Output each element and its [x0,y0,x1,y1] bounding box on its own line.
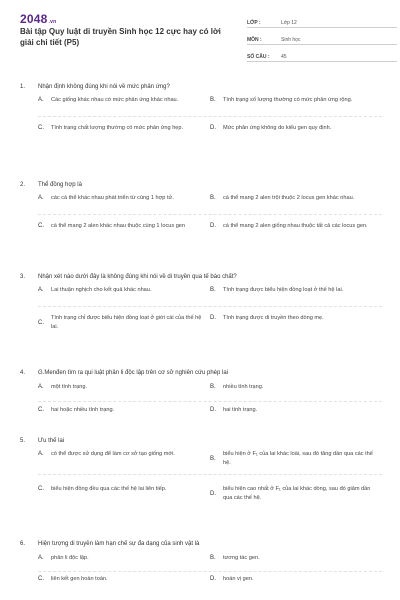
option-letter: A. [38,287,44,294]
option-divider [38,214,382,215]
option-letter: A. [38,451,44,458]
option-text: biểu hiện ở F₁ của lai khác loài, sau đó tăng dần qua các thế hệ. [223,451,373,466]
option-d[interactable] [210,575,382,584]
option-c[interactable] [38,575,210,584]
option-letter: D. [210,576,216,583]
question-number: 5. [20,438,26,444]
option-letter: D. [210,223,216,230]
option-text: phân li độc lập. [51,555,89,561]
meta-row-subject [247,31,397,45]
option-letter: B. [210,555,216,562]
option-letter: C. [38,407,44,414]
option-divider [38,116,382,117]
option-b[interactable] [210,194,382,203]
question-text: G.Menđen tìm ra qui luật phân li độc lập trên cơ sở nghiên cứu phép lai [38,370,228,376]
option-text: Lai thuận nghịch cho kết quả khác nhau. [51,287,152,293]
meta-value: Sinh học [281,37,301,43]
option-text: cá thể mang 2 alen giống nhau thuộc tất cả các locus gen. [223,223,368,229]
option-divider [38,306,382,307]
option-d[interactable] [210,485,382,502]
option-letter: A. [38,97,44,104]
meta-row-class [247,14,397,28]
option-letter: C. [38,223,44,230]
question-stem [20,83,382,91]
logo-tld: .vn [48,19,57,25]
option-letter: B. [210,455,216,462]
question-number: 3. [20,274,26,280]
option-c[interactable] [38,222,210,231]
question-text: Nhận định không đúng khi nói về mức phản ứng? [38,84,170,90]
meta-value: 45 [281,54,287,60]
option-d[interactable] [210,406,382,415]
logo-text: 2048 [20,12,48,26]
option-letter: D. [210,315,216,322]
option-letter: A. [38,384,44,391]
option-text: hai tính trạng. [223,407,258,413]
option-divider [38,474,382,475]
question-stem [20,273,382,281]
option-text: các cá thể khác nhau phát triển từ cùng 1 hợp tử. [51,195,174,201]
option-a[interactable] [38,554,210,563]
question-stem [20,540,382,548]
meta-key: MÔN : [247,37,262,43]
question-5 [20,437,382,501]
document-meta [247,14,397,65]
option-text: một tính trạng. [51,384,88,390]
option-text: cá thể mang 2 alen trội thuộc 2 locus gen khác nhau. [223,195,355,201]
option-letter: C. [38,576,44,583]
option-text: Mức phản ứng không do kiểu gen quy định. [223,125,332,131]
page-header [20,0,382,60]
option-divider [38,571,382,572]
option-a[interactable] [38,96,210,105]
option-letter: A. [38,195,44,202]
question-text: Hiện tượng di truyền làm hạn chế sự đa dạng của sinh vật là [38,541,200,547]
option-text: Tính trạng số lượng thường có mức phản ứng rộng. [223,97,353,103]
question-stem [20,437,382,445]
site-logo[interactable] [20,12,56,26]
question-2 [20,181,382,230]
option-text: liên kết gen hoàn toàn. [51,576,108,582]
option-text: hoán vị gen. [223,576,254,582]
option-b[interactable] [210,554,382,563]
question-number: 4. [20,370,26,376]
option-a[interactable] [38,194,210,203]
option-letter: D. [210,125,216,132]
option-text: Tính trạng được biểu hiện đồng loạt ở thế hệ lai. [223,287,344,293]
option-letter: C. [38,125,44,132]
option-letter: B. [210,287,216,294]
option-c[interactable] [38,124,210,133]
question-text: Ưu thế lai [38,438,65,444]
option-c[interactable] [38,485,210,494]
option-letter: C. [38,319,44,326]
meta-key: SỐ CÂU : [247,54,270,60]
option-text: biểu hiện đồng đều qua các thế hệ lai liên tiếp. [51,486,167,492]
option-text: Tính trạng được di truyền theo dòng mẹ. [223,315,324,321]
meta-key: LỚP : [247,20,261,26]
question-number: 1. [20,84,26,90]
document-title: Bài tập Quy luật di truyền Sinh học 12 cực hay có lời giải chi tiết (P5) [20,27,221,47]
option-divider [38,401,382,402]
option-text: cá thể mang 2 alen khác nhau thuộc cùng 1 locus gen [51,223,186,229]
option-d[interactable] [210,124,382,133]
question-stem [20,369,382,377]
question-number: 2. [20,182,26,188]
option-d[interactable] [210,222,382,231]
option-b[interactable] [210,450,382,467]
meta-value: Lớp 12 [281,20,297,26]
option-b[interactable] [210,286,382,295]
option-letter: B. [210,97,216,104]
option-letter: C. [38,486,44,493]
option-a[interactable] [38,383,210,392]
option-a[interactable] [38,450,210,459]
option-text: tương tác gen. [223,555,260,561]
question-4 [20,369,382,414]
option-letter: D. [210,490,216,497]
option-text: Tính trạng chỉ được biểu hiện đồng loạt ở giới cái của thế hệ lai. [51,315,202,330]
option-b[interactable] [210,96,382,105]
question-6 [20,540,382,583]
question-3 [20,273,382,330]
question-stem [20,181,382,189]
option-text: có thể được sử dụng để làm cơ sở tạo giống mới. [51,451,175,457]
option-d[interactable] [210,314,382,323]
option-a[interactable] [38,286,210,295]
meta-row-count [247,48,397,62]
option-b[interactable] [210,383,382,392]
option-text: nhiều tính trạng. [223,384,264,390]
option-letter: B. [210,384,216,391]
option-c[interactable] [38,406,210,415]
option-letter: B. [210,195,216,202]
question-text: Nhận xét nào dưới đây là không đúng khi nói về di truyền qua tế bào chất? [38,274,237,280]
option-text: biểu hiện cao nhất ở F₁ của lai khác dòng, sau đó giảm dần qua các thế hệ. [223,486,371,501]
question-1 [20,83,382,132]
question-number: 6. [20,541,26,547]
option-text: Tính trạng chất lượng thường có mức phản ứng hẹp. [51,125,184,131]
option-c[interactable] [38,314,210,331]
option-text: hai hoặc nhiều tính trạng. [51,407,115,413]
option-letter: D. [210,407,216,414]
option-letter: A. [38,555,44,562]
option-text: Các giống khác nhau có mức phản ứng khác nhau. [51,97,179,103]
question-text: Thể đồng hợp là [38,182,82,188]
